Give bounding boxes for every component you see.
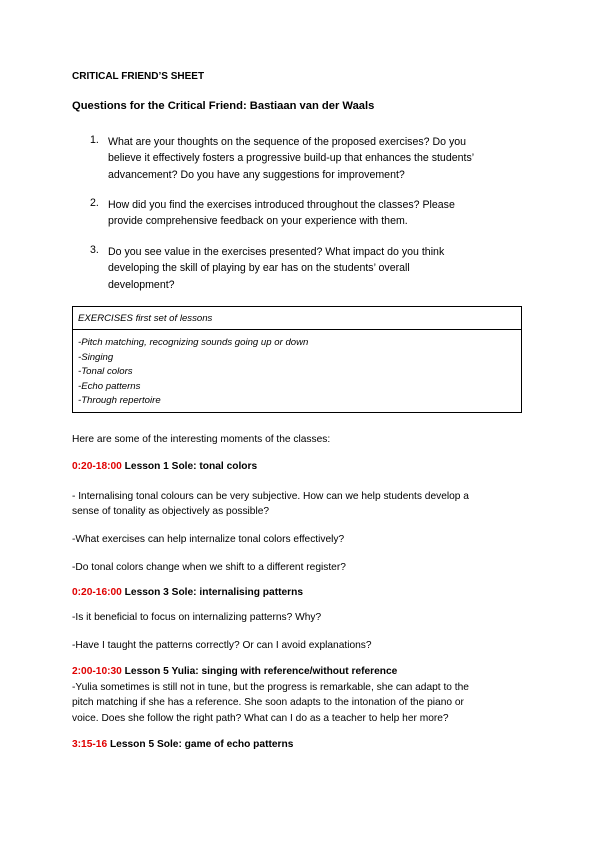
moment-heading-2 bbox=[72, 587, 303, 598]
exercise-item: -Singing bbox=[78, 351, 114, 363]
note-line: voice. Does she follow the right path? What can I do as a teacher to help her more? bbox=[72, 712, 449, 724]
lesson-title: Lesson 5 Sole: game of echo patterns bbox=[107, 739, 294, 750]
lesson-title: Lesson 1 Sole: tonal colors bbox=[121, 461, 258, 472]
lesson-title: Lesson 5 Yulia: singing with reference/without reference bbox=[121, 666, 398, 677]
question-line: Do you see value in the exercises presented? What impact do you think bbox=[108, 246, 445, 258]
note-paragraph: -Is it beneficial to focus on internalizing patterns? Why? bbox=[72, 612, 322, 623]
moment-heading-1 bbox=[72, 461, 257, 472]
question-number: 3. bbox=[90, 244, 99, 256]
note-paragraph: -Have I taught the patterns correctly? Or can I avoid explanations? bbox=[72, 640, 372, 651]
question-line: believe it effectively fosters a progressive build-up that enhances the students’ bbox=[108, 152, 475, 165]
question-line: What are your thoughts on the sequence of the proposed exercises? Do you bbox=[108, 136, 467, 148]
note-paragraph bbox=[72, 680, 469, 726]
question-text bbox=[108, 197, 528, 230]
exercise-item: -Tonal colors bbox=[78, 366, 133, 377]
question-line: developing the skill of playing by ear has on the students’ overall bbox=[108, 262, 410, 275]
timestamp: 3:15-16 bbox=[72, 739, 108, 750]
question-text bbox=[108, 134, 528, 183]
note-line: -Yulia sometimes is still not in tune, but the progress is remarkable, she can adapt to the bbox=[72, 682, 469, 693]
question-line: advancement? Do you have any suggestions for improvement? bbox=[108, 168, 405, 181]
note-paragraph: -What exercises can help internalize tonal colors effectively? bbox=[72, 534, 345, 545]
question-text bbox=[108, 244, 528, 293]
moment-heading-4 bbox=[72, 739, 293, 750]
note-paragraph bbox=[72, 489, 469, 520]
timestamp: 0:20-18:00 bbox=[72, 461, 122, 472]
document-title: CRITICAL FRIEND’S SHEET bbox=[72, 71, 205, 82]
exercise-item: -Through repertoire bbox=[78, 395, 161, 406]
timestamp: 0:20-16:00 bbox=[72, 587, 122, 598]
moment-heading-3 bbox=[72, 666, 397, 677]
note-line: pitch matching if she has a reference. She soon adapts to the intonation of the piano or bbox=[72, 697, 464, 709]
note-line: - Internalising tonal colours can be very subjective. How can we help students develop a bbox=[72, 491, 469, 502]
question-line: How did you find the exercises introduced throughout the classes? Please bbox=[108, 199, 455, 211]
question-line: development? bbox=[108, 278, 175, 291]
intro-text: Here are some of the interesting moments of the classes: bbox=[72, 434, 331, 445]
section-heading: Questions for the Critical Friend: Bastiaan van der Waals bbox=[72, 100, 375, 112]
exercise-item: -Pitch matching, recognizing sounds going up or down bbox=[78, 337, 309, 348]
note-paragraph: -Do tonal colors change when we shift to a different register? bbox=[72, 562, 346, 573]
exercises-table-header bbox=[73, 307, 521, 330]
exercises-table bbox=[72, 306, 522, 413]
timestamp: 2:00-10:30 bbox=[72, 666, 122, 677]
question-number: 1. bbox=[90, 134, 99, 146]
question-number: 2. bbox=[90, 197, 99, 209]
exercises-list bbox=[78, 336, 308, 409]
exercise-item: -Echo patterns bbox=[78, 380, 141, 392]
question-line: provide comprehensive feedback on your experience with them. bbox=[108, 215, 408, 228]
note-line: sense of tonality as objectively as possible? bbox=[72, 506, 270, 518]
lesson-title: Lesson 3 Sole: internalising patterns bbox=[121, 587, 303, 598]
exercises-table-title: EXERCISES first set of lessons bbox=[78, 313, 213, 324]
